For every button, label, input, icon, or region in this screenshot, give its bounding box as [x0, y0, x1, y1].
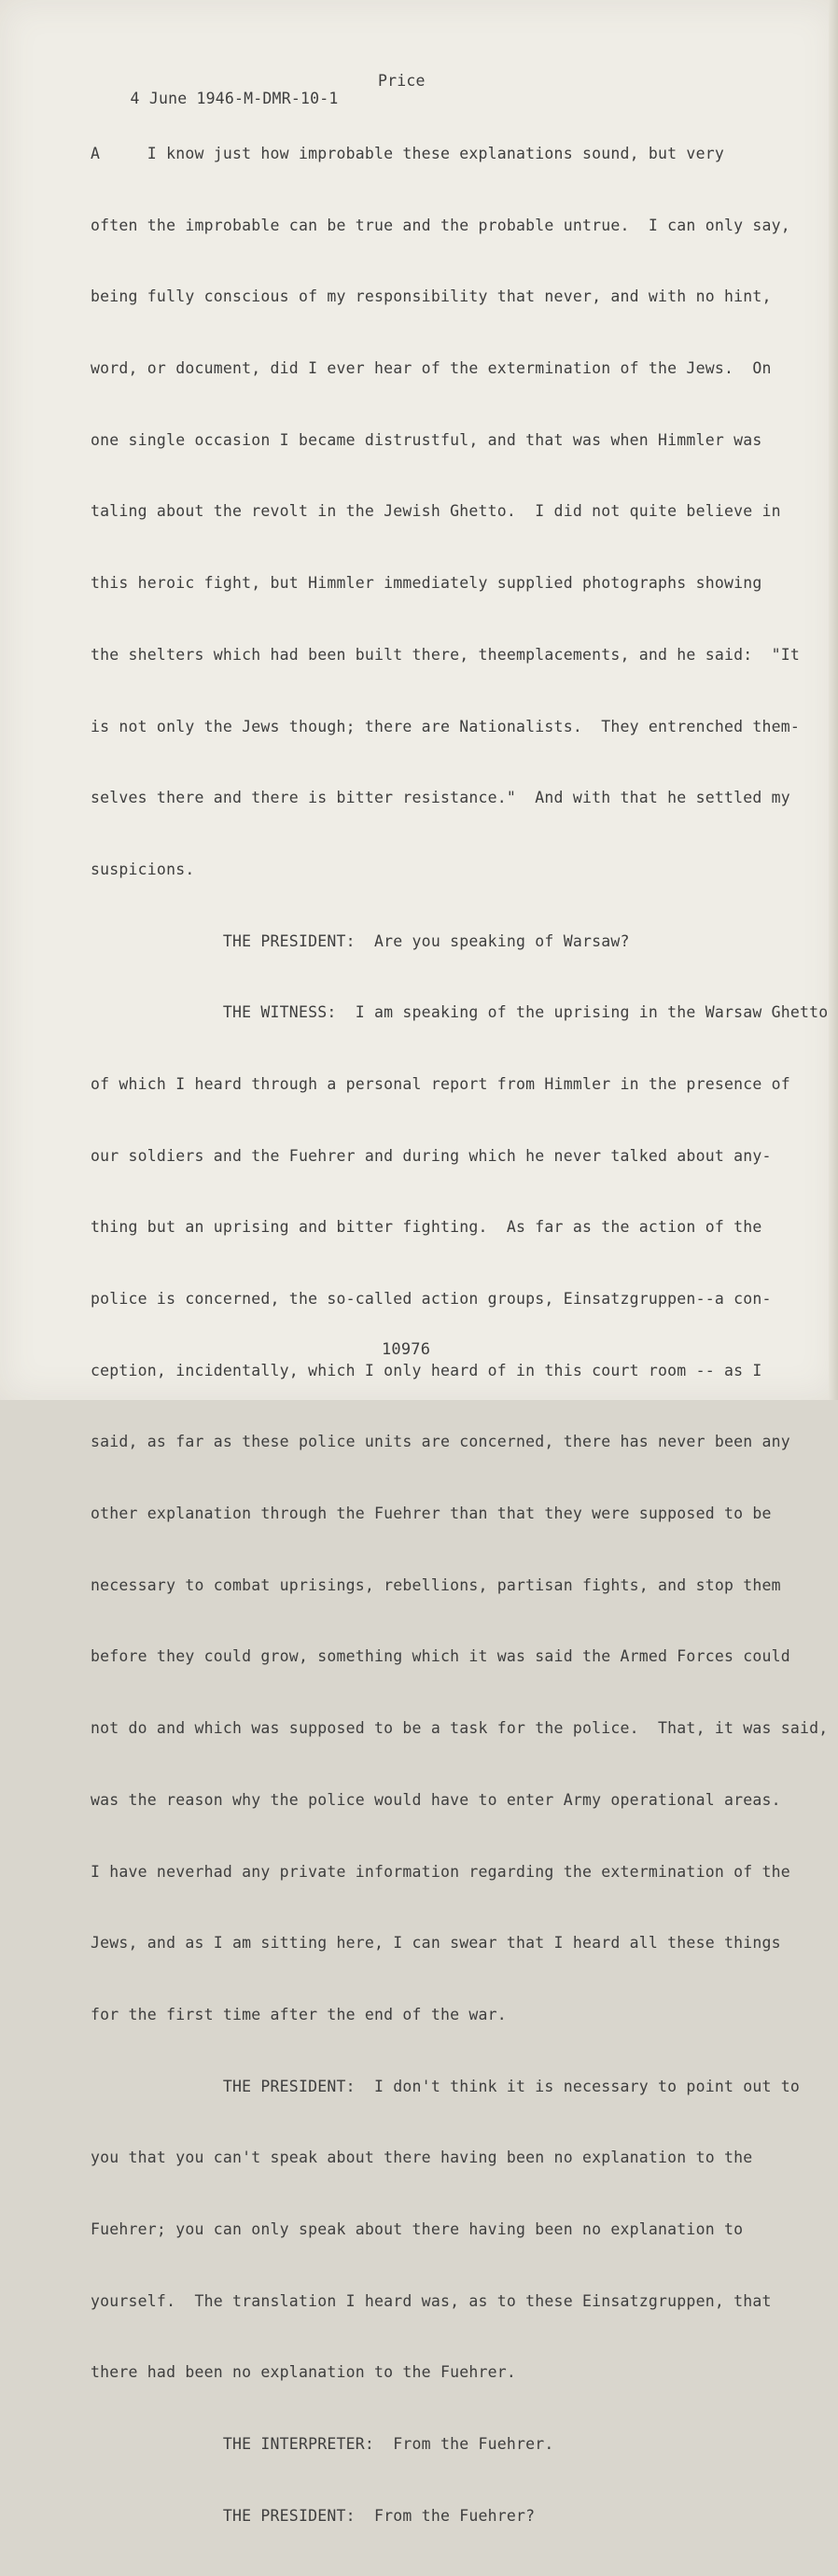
- transcript-line: not do and which was supposed to be a task for the police. That, it was said,: [91, 1719, 829, 1738]
- transcript-line: often the improbable can be true and the probable untrue. I can only say,: [91, 216, 790, 234]
- transcript-line: police is concerned, the so-called action groups, Einsatzgruppen--a con-: [91, 1290, 772, 1308]
- transcript-line: selves there and there is bitter resistance." And with that he settled my: [91, 789, 790, 807]
- transcript-line: THE PRESIDENT: I don't think it is necessary to point out to: [91, 2077, 801, 2095]
- session-reference: 4 June 1946-M-DMR-10-1: [130, 90, 339, 107]
- transcript-line: is not only the Jews though; there are Nationalists. They entrenched them-: [91, 717, 801, 735]
- transcript-line: one single occasion I became distrustful, and that was when Himmler was: [91, 430, 762, 449]
- transcript-line: ception, incidentally, which I only heard of in this court room -- as I: [91, 1361, 762, 1379]
- transcript-line: THE PRESIDENT: From the Fuehrer?: [91, 2506, 536, 2525]
- transcript-line: I have neverhad any private information regarding the extermination of the: [91, 1862, 790, 1881]
- transcript-line: said, as far as these police units are concerned, there has never been any: [91, 1433, 790, 1451]
- transcript-line: A I know just how improbable these explanations sound, but very: [91, 145, 724, 162]
- transcript-line: word, or document, did I ever hear of the extermination of the Jews. On: [91, 359, 772, 378]
- page-edge: [829, 0, 838, 1400]
- transcript-line: Fuehrer; you can only speak about there having been no explanation to: [91, 2219, 744, 2238]
- transcript-line: our soldiers and the Fuehrer and during which he never talked about any-: [91, 1146, 772, 1165]
- transcript-line: THE PRESIDENT: Are you speaking of Warsaw?: [91, 931, 630, 950]
- transcript-body: [91, 107, 829, 2576]
- transcript-line: you that you can't speak about there having been no explanation to the: [91, 2149, 753, 2167]
- transcript-line: taling about the revolt in the Jewish Ghetto. I did not quite believe in: [91, 502, 781, 521]
- transcript-line: THE WITNESS: I am speaking of the uprising in the Warsaw Ghetto: [91, 1003, 829, 1022]
- transcript-line: being fully conscious of my responsibility that never, and with no hint,: [91, 287, 772, 306]
- transcript-line: for the first time after the end of the war.: [91, 2005, 507, 2023]
- transcript-line: yourself. The translation I heard was, as to these Einsatzgruppen, that: [91, 2291, 772, 2310]
- transcript-line: of which I heard through a personal report from Himmler in the presence of: [91, 1074, 790, 1093]
- witness-name: Price: [378, 72, 426, 90]
- transcript-line: suspicions.: [91, 860, 195, 878]
- transcript-line: THE INTERPRETER: From the Fuehrer.: [91, 2435, 554, 2453]
- transcript-line: thing but an uprising and bitter fighting. As far as the action of the: [91, 1218, 762, 1237]
- page-number: 10976: [382, 1340, 431, 1359]
- transcript-line: necessary to combat uprisings, rebellions, partisan fights, and stop them: [91, 1575, 781, 1594]
- transcript-line: this heroic fight, but Himmler immediately supplied photographs showing: [91, 574, 762, 593]
- transcript-line: was the reason why the police would have to enter Army operational areas.: [91, 1790, 781, 1809]
- transcript-line: the shelters which had been built there, theemplacements, and he said: "It: [91, 645, 801, 664]
- transcript-line: there had been no explanation to the Fuehrer.: [91, 2363, 517, 2382]
- transcript-line: other explanation through the Fuehrer than that they were supposed to be: [91, 1505, 772, 1523]
- transcript-line: before they could grow, something which it was said the Armed Forces could: [91, 1647, 790, 1666]
- transcript-line: Jews, and as I am sitting here, I can swear that I heard all these things: [91, 1934, 781, 1953]
